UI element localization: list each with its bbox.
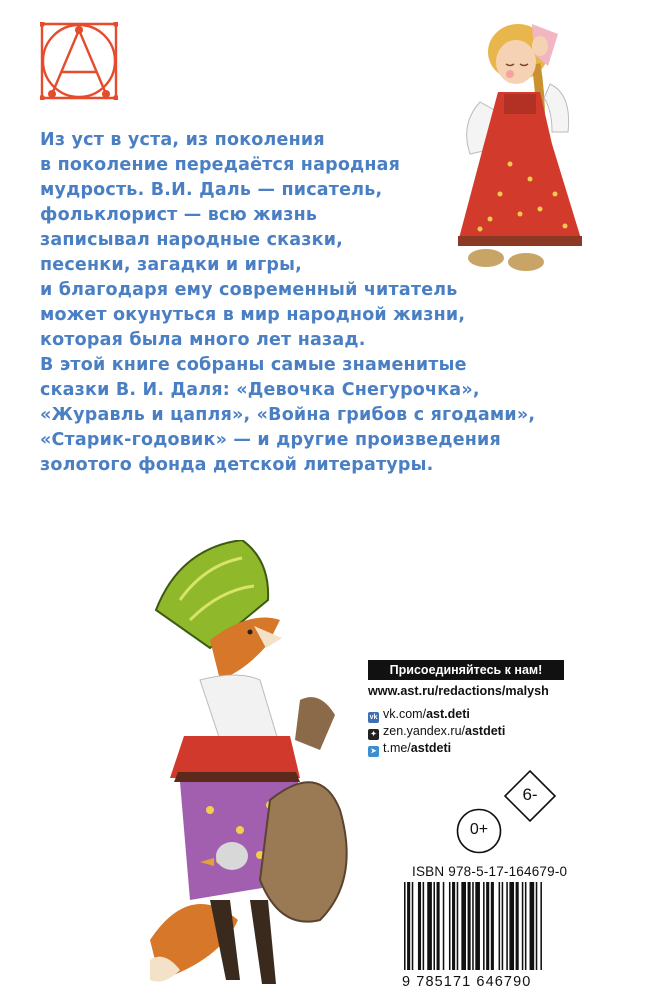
isbn-label: ISBN 978-5-17-164679-0 [412,864,568,879]
social-link-prefix: t.me/ [383,741,411,755]
social-link-prefix: zen.yandex.ru/ [383,724,465,738]
description-line: песенки, загадки и игры, [40,255,303,275]
description-line: Из уст в уста, из поколения [40,130,325,150]
social-link-handle: ast.deti [426,707,470,721]
description-line: и благодаря ему современный читатель [40,280,458,300]
description-line: сказки В. И. Даля: «Девочка Снегурочка», [40,380,480,400]
publisher-logo-a-icon [40,22,118,100]
zen-icon: ✦ [368,729,379,740]
fox-in-kokoshnik-illustration [150,540,380,995]
telegram-icon: ➤ [368,746,379,757]
publisher-website-link[interactable]: www.ast.ru/redactions/malysh [368,684,549,698]
description-line: «Старик-годовик» — и другие произведения [40,430,501,450]
vk-icon: vk [369,714,378,721]
description-line: В этой книге собраны самые знаменитые [40,355,467,375]
description-line: фольклорист — всю жизнь [40,205,318,225]
barcode-icon [400,882,588,982]
social-link-handle: astdeti [410,741,452,755]
description-line: «Журавль и цапля», «Война грибов с ягодами», [40,405,536,425]
barcode-digits: 9 785171 646790 [402,974,532,990]
age-rating-diamond [503,769,557,823]
social-link-telegram[interactable] [368,740,451,757]
social-link-vk[interactable] [368,706,470,723]
description-line: которая была много лет назад. [40,330,366,350]
girl-in-sarafan-illustration [440,14,600,276]
description-line: записывал народные сказки, [40,230,343,250]
age-diamond-label: 6- [522,785,538,804]
join-us-banner: Присоединяйтесь к нам! [368,660,564,680]
description-line: золотого фонда детской литературы. [40,455,434,475]
description-line: мудрость. В.И. Даль — писатель, [40,180,383,200]
social-link-prefix: vk.com/ [383,707,427,721]
description-line: в поколение передаётся народная [40,155,401,175]
description-line: может окунуться в мир народной жизни, [40,305,466,325]
age-rating-circle [456,808,502,854]
social-link-zen[interactable] [368,723,505,740]
social-link-handle: astdeti [465,724,506,738]
age-circle-label: 0+ [469,821,489,838]
